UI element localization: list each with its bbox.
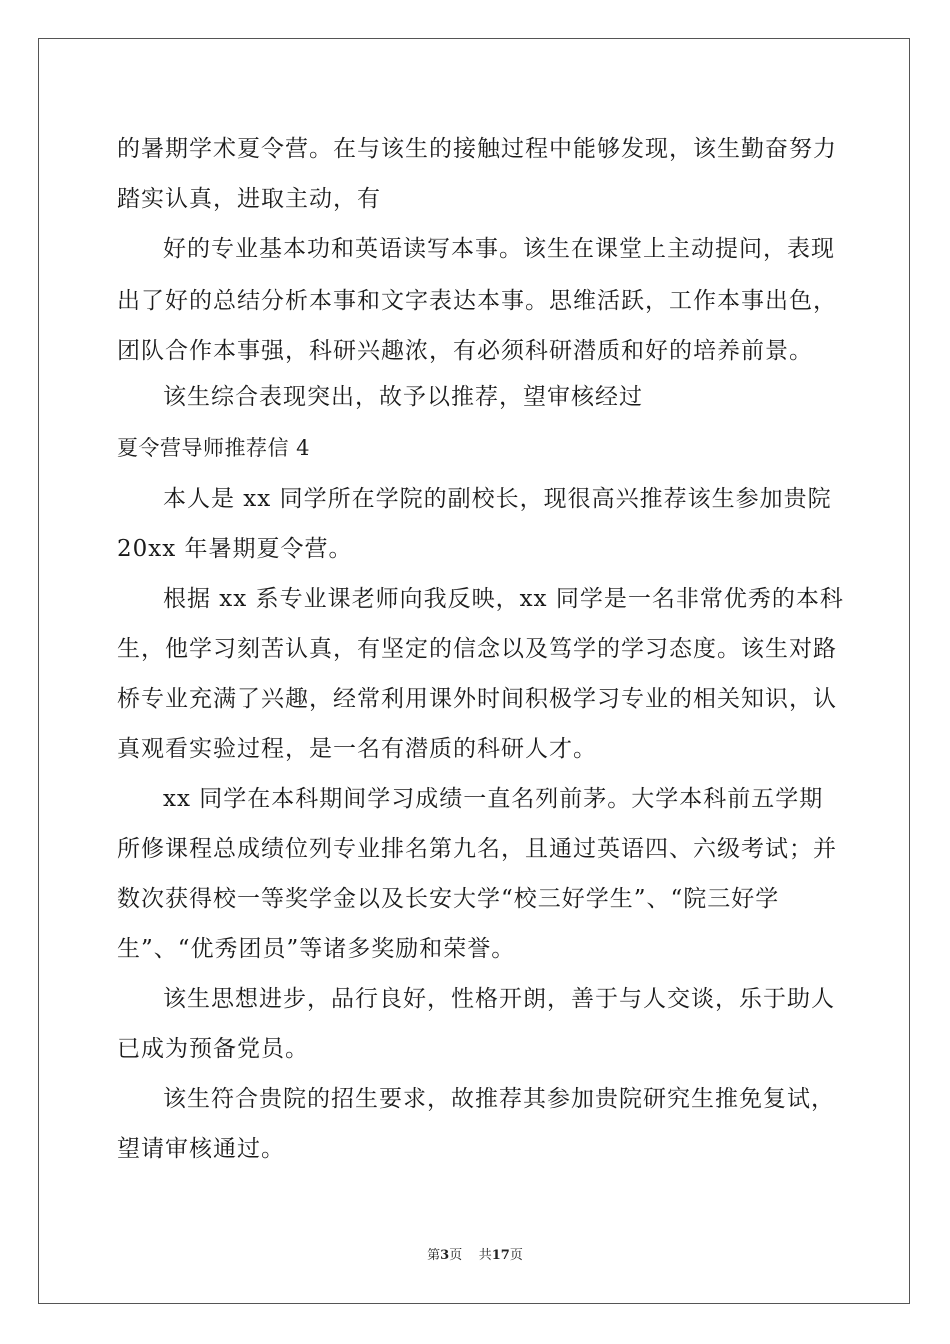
page-border <box>38 38 910 1304</box>
total-pages: 17 <box>491 1248 510 1263</box>
paragraph-first-line: 本人是 xx 同学所在学院的副校长，现很高兴推荐该生参加贵院 <box>163 486 832 512</box>
body-line: 数次获得校一等奖学金以及长安大学“校三好学生”、“院三好学 <box>117 886 780 912</box>
paragraph-first-line: 根据 xx 系专业课老师向我反映，xx 同学是一名非常优秀的本科 <box>163 586 844 612</box>
page-prefix: 第 <box>427 1248 441 1263</box>
paragraph-first-line: 该生思想进步，品行良好，性格开朗，善于与人交谈，乐于助人 <box>163 986 835 1012</box>
page-footer <box>0 1248 950 1264</box>
body-line: 生，他学习刻苦认真，有坚定的信念以及笃学的学习态度。该生对路 <box>117 636 837 662</box>
paragraph-first-line: 该生综合表现突出，故予以推荐，望审核经过 <box>163 384 643 410</box>
body-line: 真观看实验过程，是一名有潜质的科研人才。 <box>117 736 597 762</box>
paragraph-first-line: xx 同学在本科期间学习成绩一直名列前茅。大学本科前五学期 <box>163 786 824 812</box>
body-line: 望请审核通过。 <box>117 1136 285 1162</box>
body-line: 出了好的总结分析本事和文字表达本事。思维活跃，工作本事出色， <box>117 288 837 314</box>
total-prefix: 共 <box>478 1248 492 1263</box>
total-unit: 页 <box>509 1248 523 1263</box>
body-line: 生”、“优秀团员”等诸多奖励和荣誉。 <box>117 936 516 962</box>
body-line: 20xx 年暑期夏令营。 <box>117 536 353 562</box>
body-line: 的暑期学术夏令营。在与该生的接触过程中能够发现，该生勤奋努力 <box>117 136 837 162</box>
paragraph-first-line: 该生符合贵院的招生要求，故推荐其参加贵院研究生推免复试， <box>163 1086 835 1112</box>
page-number: 3 <box>440 1248 450 1263</box>
body-line: 踏实认真，进取主动，有 <box>117 186 381 212</box>
body-line: 所修课程总成绩位列专业排名第九名，且通过英语四、六级考试；并 <box>117 836 837 862</box>
page-unit: 页 <box>449 1248 463 1263</box>
body-line: 团队合作本事强，科研兴趣浓，有必须科研潜质和好的培养前景。 <box>117 338 813 364</box>
body-line: 已成为预备党员。 <box>117 1036 309 1062</box>
section-heading: 夏令营导师推荐信 4 <box>117 436 311 460</box>
body-line: 桥专业充满了兴趣，经常利用课外时间积极学习专业的相关知识，认 <box>117 686 837 712</box>
paragraph-first-line: 好的专业基本功和英语读写本事。该生在课堂上主动提问，表现 <box>163 236 835 262</box>
